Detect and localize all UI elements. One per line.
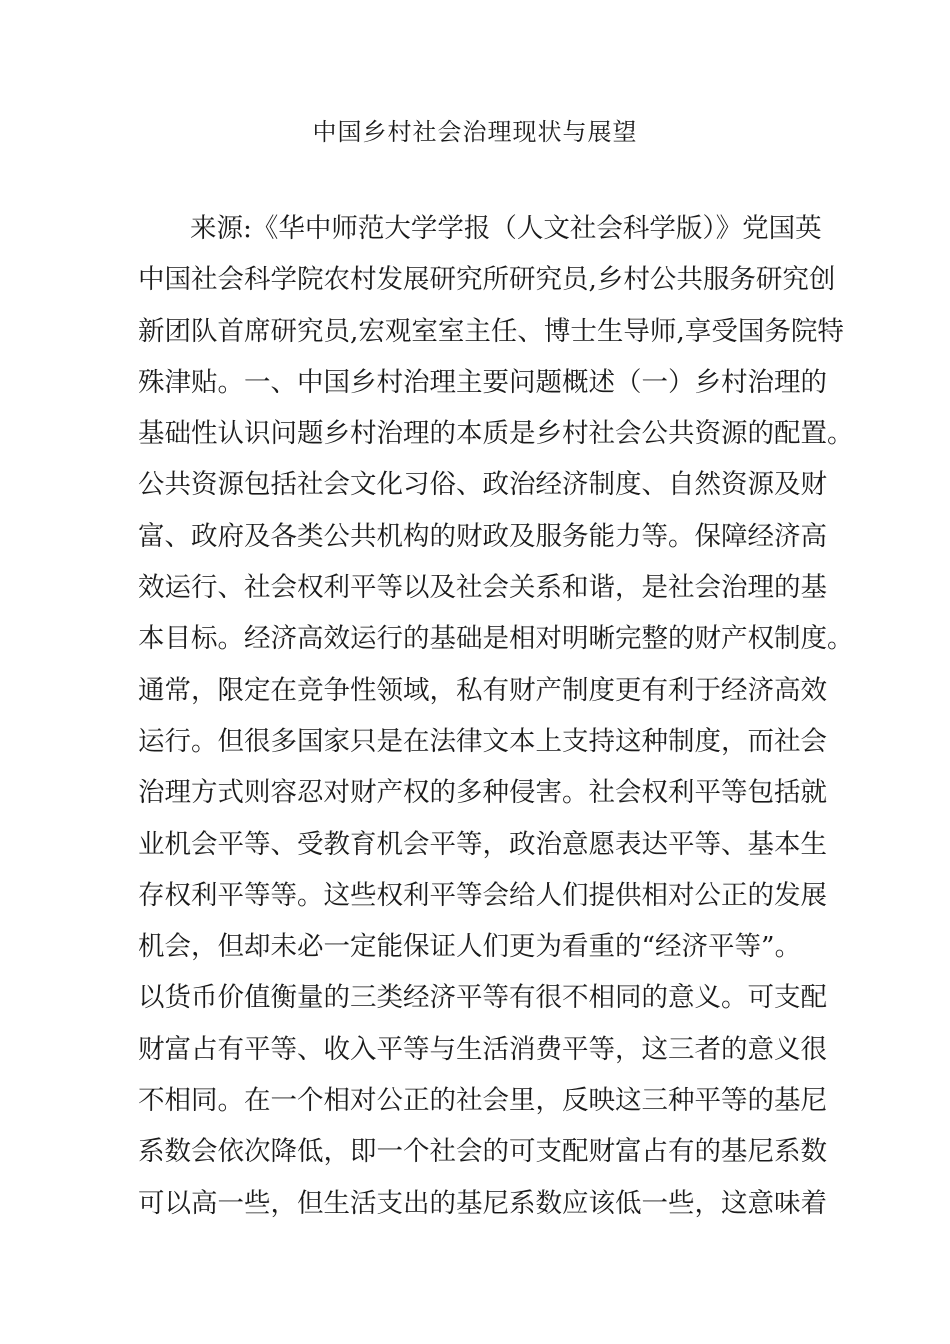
body-line: 效运行、社会权利平等以及社会关系和谐，是社会治理的基 [138, 572, 827, 604]
body-line: 系数会依次降低，即一个社会的可支配财富占有的基尼系数 [138, 1136, 827, 1168]
body-line: 治理方式则容忍对财产权的多种侵害。社会权利平等包括就 [138, 777, 827, 809]
body-line: 运行。但很多国家只是在法律文本上支持这种制度，而社会 [138, 725, 827, 757]
body-line: 不相同。在一个相对公正的社会里，反映这三种平等的基尼 [138, 1085, 827, 1117]
body-line: 公共资源包括社会文化习俗、政治经济制度、自然资源及财 [138, 469, 827, 501]
body-line: 中国社会科学院农村发展研究所研究员,乡村公共服务研究创 [138, 264, 836, 296]
body-line: 存权利平等等。这些权利平等会给人们提供相对公正的发展 [138, 879, 827, 911]
body-line: 富、政府及各类公共机构的财政及服务能力等。保障经济高 [138, 520, 827, 552]
document-title: 中国乡村社会治理现状与展望 [312, 118, 638, 146]
body-line: 来源:《华中师范大学学报（人文社会科学版）》党国英 [190, 213, 822, 244]
body-line: 财富占有平等、收入平等与生活消费平等，这三者的意义很 [138, 1033, 827, 1065]
body-line: 新团队首席研究员,宏观室室主任、博士生导师,享受国务院特 [138, 315, 844, 347]
body-line: 机会，但却未必一定能保证人们更为看重的“经济平等”。 [138, 931, 802, 963]
document-body [138, 209, 854, 1235]
body-line: 基础性认识问题乡村治理的本质是乡村社会公共资源的配置。 [138, 418, 854, 450]
body-line: 本目标。经济高效运行的基础是相对明晰完整的财产权制度。 [138, 623, 854, 655]
body-line: 通常，限定在竞争性领域，私有财产制度更有利于经济高效 [138, 674, 827, 706]
body-line: 殊津贴。一、中国乡村治理主要问题概述（一）乡村治理的 [138, 366, 827, 398]
body-line: 可以高一些，但生活支出的基尼系数应该低一些，这意味着 [138, 1187, 827, 1219]
body-line: 业机会平等、受教育机会平等，政治意愿表达平等、基本生 [138, 828, 827, 860]
body-line: 以货币价值衡量的三类经济平等有很不相同的意义。可支配 [138, 982, 827, 1014]
